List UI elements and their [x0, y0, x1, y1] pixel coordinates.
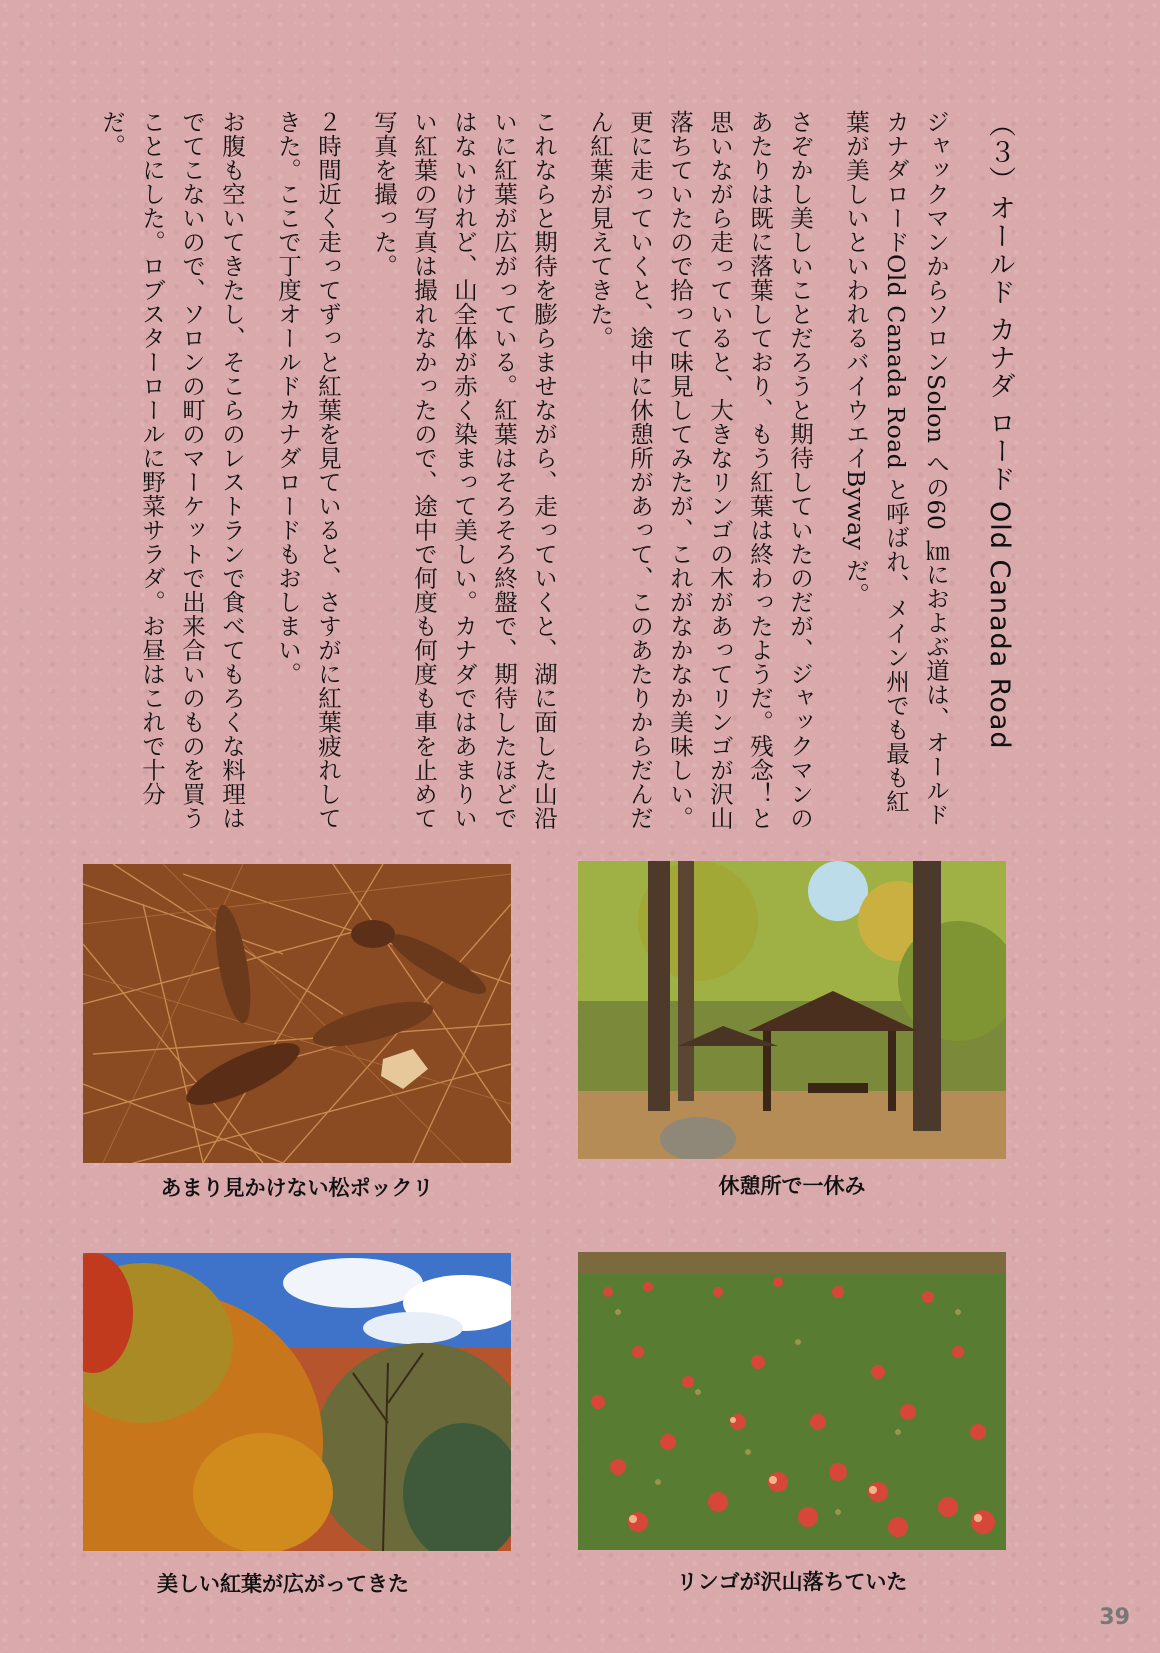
caption-pinecones: あまり見かけない松ポックリ: [160, 1176, 434, 1200]
paragraph: お腹も空いてきたし、そこらのレストランで食べてもろくな料理はでてこないので、ソロンの町のマーケットで出来合いのものを買うことにした。ロブスターロールに野菜サラダ。お昼はこれで十分だ。: [98, 110, 246, 830]
paragraph: ジャックマンからソロンSolon への60 ㎞におよぶ道は、オールドカナダロードOld Canada Road と呼ばれ、メイン州でも最も紅葉が美しいといわれるバイウエイByway だ。: [842, 110, 950, 827]
photo-rest-area: [578, 861, 1006, 1159]
paragraph: ２時間近く走ってずっと紅葉を見ていると、さすがに紅葉疲れしてきた。ここで丁度オールドカナダロードもおしまい。: [274, 110, 342, 830]
caption-foliage: 美しい紅葉が広がってきた: [157, 1572, 409, 1596]
photo-apples: [578, 1252, 1006, 1550]
caption-apples: リンゴが沢山落ちていた: [676, 1570, 908, 1594]
photo-pinecones: [83, 864, 511, 1163]
paragraph: さぞかし美しいことだろうと期待していたのだが、ジャックマンのあたりは既に落葉しており、もう紅葉は終わったようだ。残念！と思いながら走っていると、大きなリンゴの木があってリンゴが沢山落ちていたので拾って味見してみたが、これがなかなか美味しい。更に走っていくと、途中に休憩所があって、このあたりからだんだん紅葉が見えてきた。: [586, 110, 814, 830]
heading-english: Old Canada Road: [984, 501, 1015, 750]
heading-japanese: （３）オールド カナダ ロード: [984, 110, 1015, 494]
section-heading: [978, 110, 1020, 750]
article-body: [98, 110, 1020, 830]
paragraph: これならと期待を膨らませながら、走っていくと、湖に面した山沿いに紅葉が広がっている。紅葉はそろそろ終盤で、期待したほどではないけれど、山全体が赤く染まって美しい。カナダではあまりいい紅葉の写真は撮れなかったので、途中で何度も何度も車を止めて写真を撮った。: [370, 110, 558, 830]
caption-rest-area: 休憩所で一休み: [718, 1174, 866, 1198]
page-number: 39: [1099, 1605, 1130, 1630]
photo-foliage: [83, 1253, 511, 1551]
